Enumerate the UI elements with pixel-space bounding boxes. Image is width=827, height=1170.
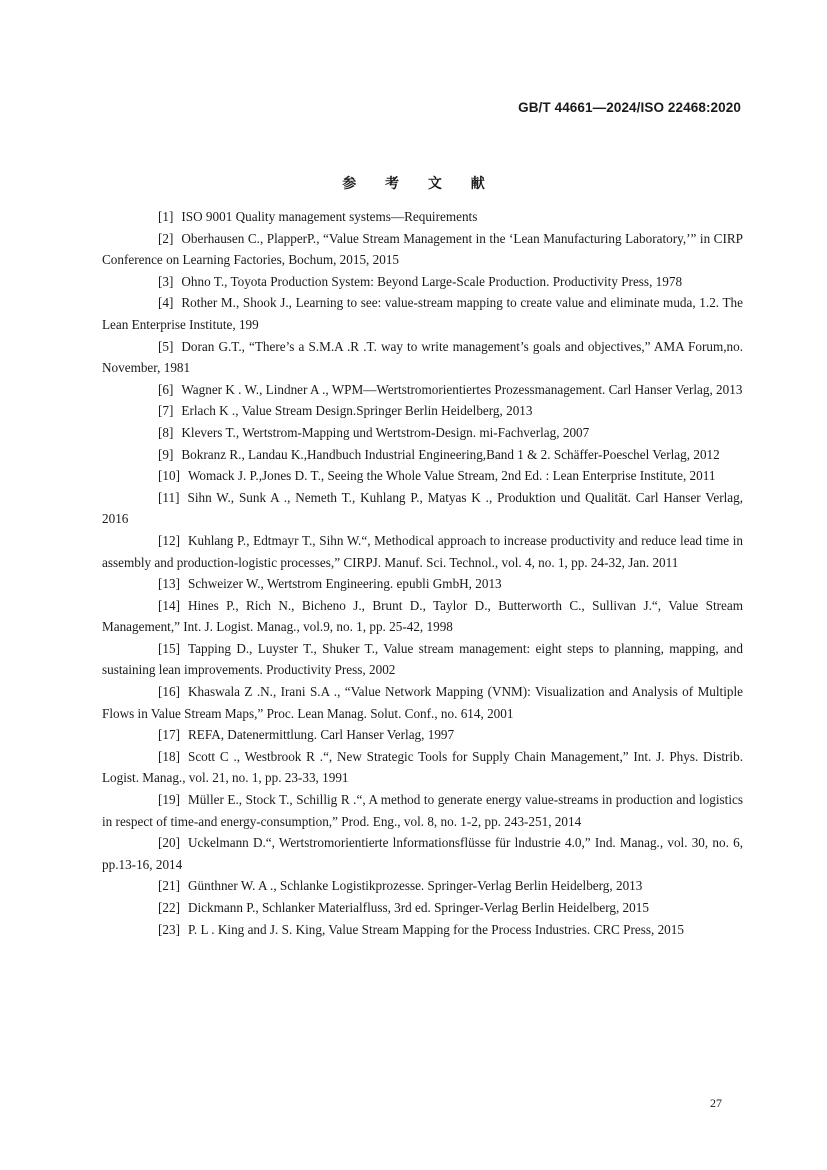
reference-text: Ohno T., Toyota Production System: Beyond Large-Scale Production. Productivity Press, 1978	[181, 273, 683, 289]
reference-text: Tapping D., Luyster T., Shuker T., Value stream management: eight steps to planning, mapping, and sustaining lean improvements. Productivity Press, 2002	[102, 640, 743, 678]
reference-item	[102, 292, 743, 335]
reference-number: [6]	[158, 381, 174, 397]
reference-text: Bokranz R., Landau K.,Handbuch Industrial Engineering,Band 1 & 2. Schäffer-Poeschel Verlag, 2012	[181, 446, 720, 462]
reference-item	[102, 638, 743, 681]
standard-number: GB/T 44661—2024/ISO 22468:2020	[518, 100, 741, 115]
reference-text: P. L . King and J. S. King, Value Stream Mapping for the Process Industries. CRC Press, 2015	[187, 921, 684, 937]
reference-text: Oberhausen C., PlapperP., “Value Stream Management in the ‘Lean Manufacturing Laboratory,’” in CIRP Conference on Learning Factories, Bochum, 2015, 2015	[102, 230, 743, 268]
reference-text: Dickmann P., Schlanker Materialfluss, 3rd ed. Springer-Verlag Berlin Heidelberg, 2015	[187, 900, 649, 915]
reference-item	[102, 746, 743, 789]
reference-number: [22]	[158, 900, 180, 915]
reference-text: Klevers T., Wertstrom-Mapping und Wertstrom-Design. mi-Fachverlag, 2007	[181, 424, 590, 440]
reference-item	[102, 422, 743, 444]
reference-number: [23]	[158, 921, 180, 937]
reference-item	[102, 206, 743, 228]
reference-text: Wagner K . W., Lindner A ., WPM—Wertstromorientiertes Prozessmanagement. Carl Hanser Verlag, 2013	[181, 381, 743, 397]
reference-number: [7]	[158, 403, 174, 419]
reference-number: [8]	[158, 424, 174, 440]
reference-item	[102, 875, 743, 897]
reference-text: Müller E., Stock T., Schillig R .“, A method to generate energy value-streams in production and logistics in respect of time-and energy-consumption,” Prod. Eng., vol. 8, no. 1-2, pp. 243-251, 2014	[102, 792, 743, 829]
reference-number: [14]	[158, 597, 180, 613]
reference-item	[102, 919, 743, 941]
reference-number: [4]	[158, 295, 174, 311]
reference-item	[102, 789, 743, 832]
reference-item	[102, 832, 743, 875]
reference-number: [12]	[158, 532, 180, 548]
reference-number: [5]	[158, 338, 174, 354]
reference-number: [19]	[158, 792, 180, 808]
reference-text: Kuhlang P., Edtmayr T., Sihn W.“, Methodical approach to increase productivity and reduce lead time in assembly and production-logistic processes,” CIRPJ. Manuf. Sci. Technol., vol. 4, no. 1, pp. 24-32, Jan. 2011	[102, 532, 743, 570]
reference-item	[102, 444, 743, 466]
reference-item	[102, 530, 743, 573]
reference-number: [10]	[158, 468, 180, 484]
reference-text: Womack J. P.,Jones D. T., Seeing the Whole Value Stream, 2nd Ed. : Lean Enterprise Institute, 2011	[187, 468, 716, 484]
reference-item	[102, 465, 743, 487]
reference-text: Sihn W., Sunk A ., Nemeth T., Kuhlang P., Matyas K ., Produktion und Qualität. Carl Hanser Verlag, 2016	[102, 489, 743, 527]
reference-item	[102, 400, 743, 422]
reference-number: [21]	[158, 878, 180, 894]
reference-text: Doran G.T., “There’s a S.M.A .R .T. way to write management’s goals and objectives,” AMA Forum,no. November, 1981	[102, 338, 743, 376]
reference-number: [18]	[158, 748, 180, 764]
reference-item	[102, 228, 743, 271]
reference-text: Khaswala Z .N., Irani S.A ., “Value Network Mapping (VNM): Visualization and Analysis of Multiple Flows in Value Stream Maps,” Proc. Lean Manag. Solut. Conf., no. 614, 2001	[102, 684, 743, 721]
reference-text: Schweizer W., Wertstrom Engineering. epubli GmbH, 2013	[187, 576, 502, 592]
reference-item	[102, 595, 743, 638]
reference-item	[102, 573, 743, 595]
reference-number: [20]	[158, 835, 180, 851]
section-title: 参 考 文 献	[342, 176, 497, 192]
reference-item	[102, 487, 743, 530]
reference-number: [17]	[158, 727, 180, 743]
reference-item	[102, 897, 743, 919]
reference-number: [2]	[158, 230, 174, 246]
reference-number: [16]	[158, 684, 180, 700]
reference-text: Scott C ., Westbrook R .“, New Strategic Tools for Supply Chain Management,” Int. J. Phys. Distrib. Logist. Manag., vol. 21, no. 1, pp. 23-33, 1991	[102, 748, 743, 786]
reference-item	[102, 336, 743, 379]
reference-text: Rother M., Shook J., Learning to see: value-stream mapping to create value and eliminate muda, 1.2. The Lean Enterprise Institute, 199	[102, 295, 743, 332]
reference-number: [13]	[158, 576, 180, 592]
reference-item	[102, 724, 743, 746]
reference-text: Günthner W. A ., Schlanke Logistikprozesse. Springer-Verlag Berlin Heidelberg, 2013	[187, 878, 643, 894]
reference-text: REFA, Datenermittlung. Carl Hanser Verlag, 1997	[187, 727, 455, 743]
reference-text: ISO 9001 Quality management systems—Requirements	[181, 209, 478, 224]
reference-number: [15]	[158, 640, 180, 656]
page-number: 27	[710, 1096, 722, 1110]
reference-text: Uckelmann D.“, Wertstromorientierte lnformationsflüsse für lndustrie 4.0,” Ind. Manag., vol. 30, no. 6, pp.13-16, 2014	[102, 835, 743, 872]
reference-text: Erlach K ., Value Stream Design.Springer Berlin Heidelberg, 2013	[181, 403, 533, 419]
reference-number: [11]	[158, 489, 180, 505]
reference-item	[102, 681, 743, 724]
reference-text: Hines P., Rich N., Bicheno J., Brunt D., Taylor D., Butterworth C., Sullivan J.“, Value Stream Management,” Int. J. Logist. Manag., vol.9, no. 1, pp. 25-42, 1998	[102, 597, 743, 635]
reference-list	[102, 206, 743, 940]
reference-number: [1]	[158, 209, 174, 224]
reference-item	[102, 271, 743, 293]
reference-number: [3]	[158, 273, 174, 289]
reference-item	[102, 379, 743, 401]
reference-number: [9]	[158, 446, 174, 462]
